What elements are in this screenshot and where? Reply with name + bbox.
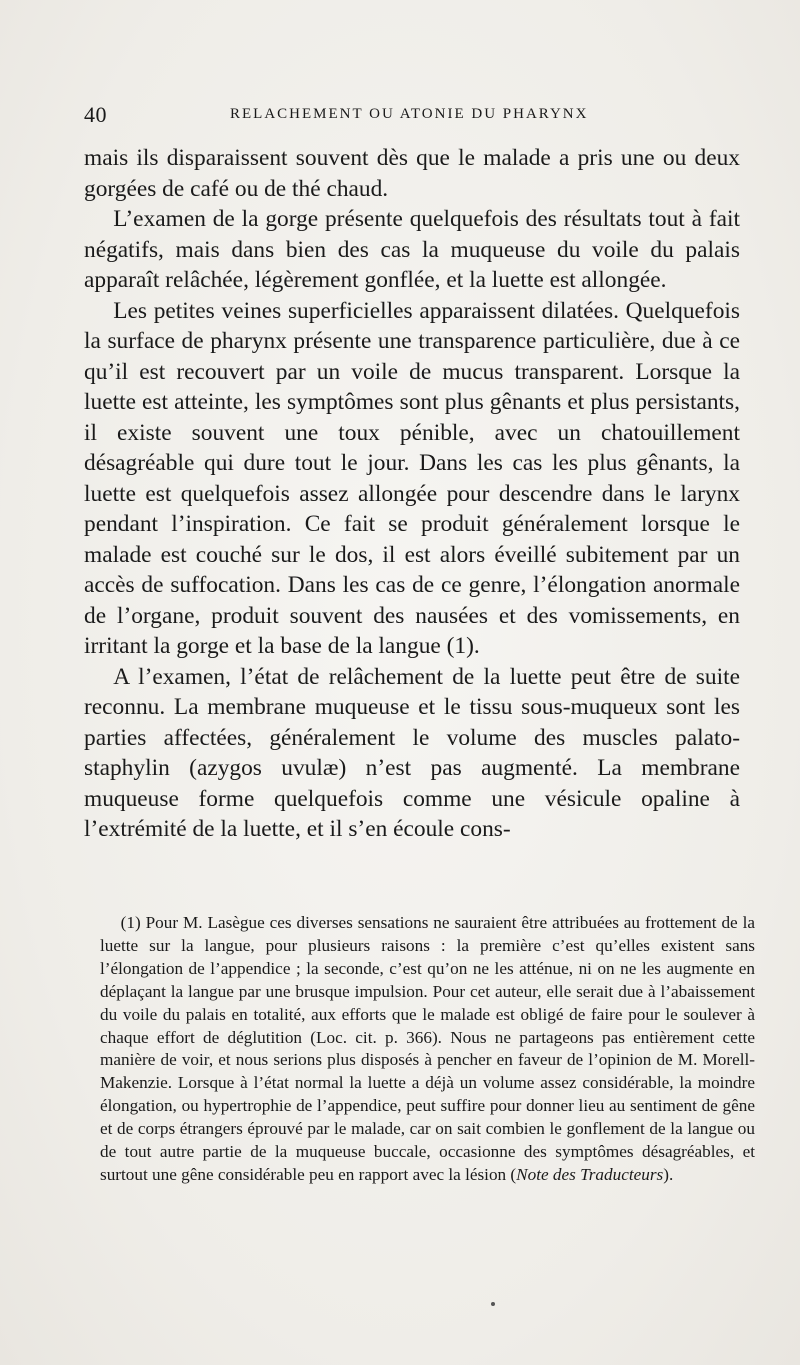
ink-speck (491, 1302, 495, 1306)
main-text (84, 143, 740, 845)
running-title: RELACHEMENT OU ATONIE DU PHARYNX (230, 106, 589, 122)
paragraph: L’examen de la gorge présente quelquefois des résultats tout à fait négatifs, mais dans bien des cas la muqueuse du voile du palais apparaît relâchée, légèrement gonflée, et la luette est allongée. (84, 206, 740, 293)
paragraph: A l’examen, l’état de relâchement de la luette peut être de suite reconnu. La membrane muqueuse et le tissu sous-muqueux sont les parties affectées, généralement le volume des muscles palato-staphylin (azygos uvulæ) n’est pas augmenté. La membrane muqueuse forme quelquefois comme une vésicule opaline à l’extrémité de la luette, et il s’en écoule cons- (84, 663, 740, 842)
paragraph: mais ils disparaissent souvent dès que le malade a pris une ou deux gorgées de café ou de thé chaud. (84, 145, 740, 202)
footnote-closing: ). (663, 1164, 674, 1184)
page-number: 40 (84, 102, 107, 127)
footnote-text: (1) Pour M. Lasègue ces diverses sensations ne sauraient être attribuées au frottement de la luette sur la langue, pour plusieurs raisons : la première c’est qu’elles existent sans l’élongation de l’appendice ; la seconde, c’est qu’on ne les atténue, ni on ne les augmente en déplaçant la langue par une brusque impulsion. Pour cet auteur, elle serait due à l’abaissement du voile du palais en totalité, aux efforts que le malade est obligé de faire pour le soulever à chaque effort de déglutition (Loc. cit. p. 366). Nous ne partageons pas entièrement cette manière de voir, et nous serions plus disposés à pencher en faveur de l’opinion de M. Morell-Makenzie. Lorsque à l’état normal la luette a déjà un volume assez considérable, la moindre élongation, ou hypertrophie de l’appendice, peut suffire pour donner lieu au sentiment de gêne et de corps étrangers éprouvé par le malade, car on sait combien le gonflement de la langue ou de tout autre partie de la muqueuse buccale, occasionne des symptômes désagréables, et surtout une gêne considérable peu en rapport avec la lésion ( (100, 913, 755, 1184)
footnote-paragraph (100, 912, 755, 1187)
page-header (84, 102, 736, 126)
paragraph: Les petites veines superficielles apparaissent dilatées. Quelquefois la surface de pharynx présente une transparence particulière, due à ce qu’il est recouvert par un voile de mucus transparent. Lorsque la luette est atteinte, les symptômes sont plus gênants et plus persistants, il existe souvent une toux pénible, avec un chatouillement désagréable qui dure tout le jour. Dans les cas les plus gênants, la luette est quelquefois assez allongée pour descendre dans le larynx pendant l’inspiration. Ce fait se produit généralement lorsque le malade est couché sur le dos, il est alors éveillé subitement par un accès de suffocation. Dans les cas de ce genre, l’élongation anormale de l’organe, produit souvent des nausées et des vomissements, en irritant la gorge et la base de la langue (1). (84, 297, 740, 659)
footnote (100, 912, 755, 1187)
footnote-italic-note: Note des Traducteurs (516, 1164, 664, 1184)
